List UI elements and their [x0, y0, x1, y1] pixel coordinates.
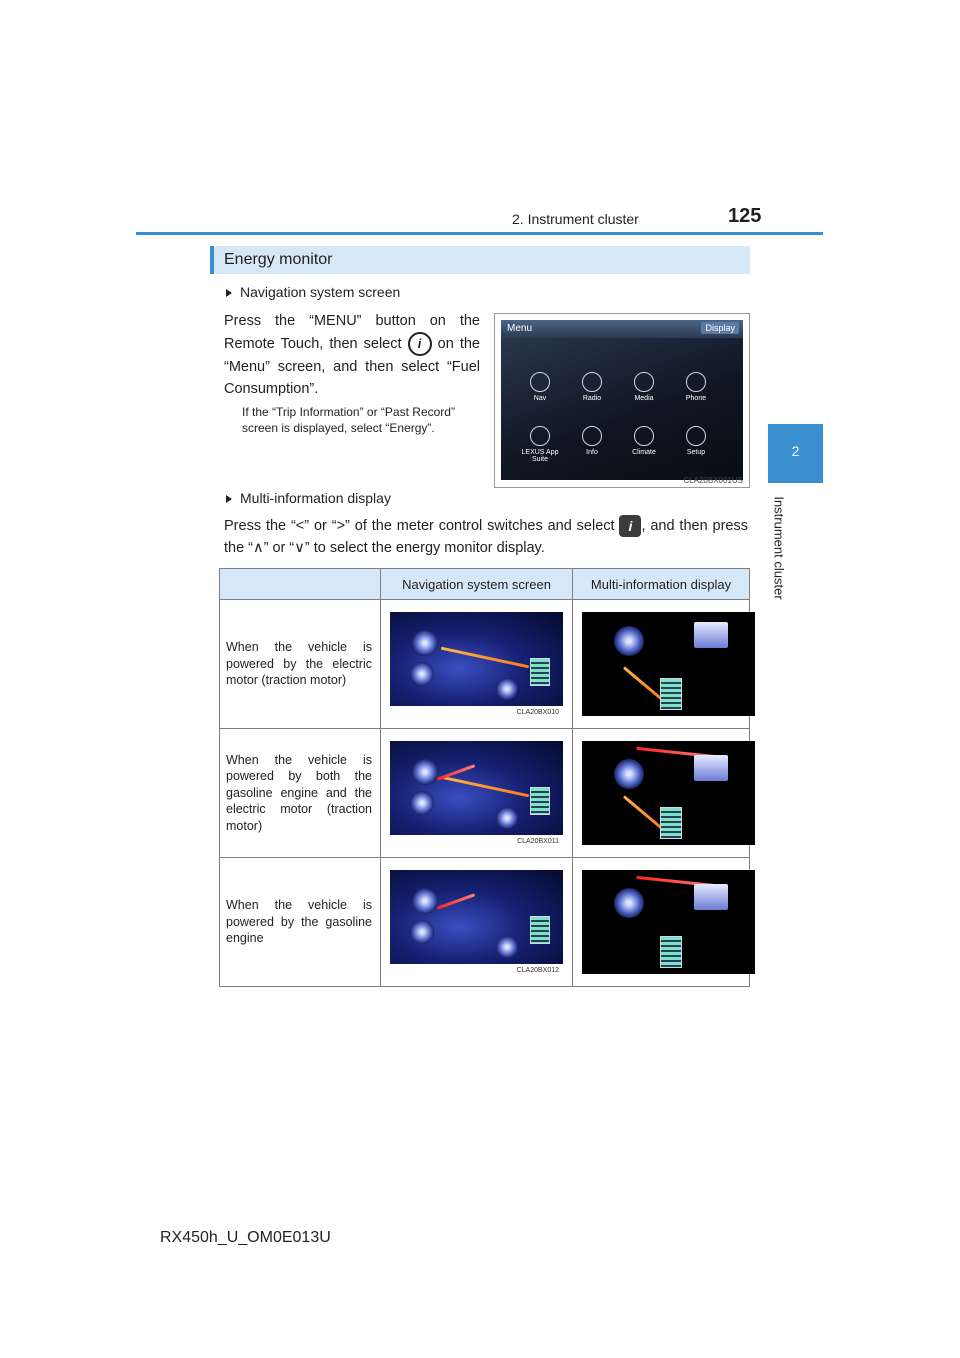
setup-icon: [686, 426, 706, 446]
image-code: CLA20BX012: [516, 967, 559, 974]
nav-screen-image: [381, 858, 573, 987]
menu-screenshot: [494, 313, 750, 488]
display-button: Display: [701, 322, 739, 334]
table-header-cell: [220, 569, 381, 600]
row-description: When the vehicle is powered by both the gasoline engine and the electric motor (traction motor): [220, 729, 381, 858]
bullet-arrow-icon: [226, 289, 232, 297]
chapter-tab-label-text: Instrument cluster: [771, 496, 787, 600]
table-header-cell: Multi-information display: [573, 569, 750, 600]
mid-instruction: [224, 515, 748, 559]
mid-instruction-part2: , and then press the “∧” or “∨” to select the energy monitor display.: [224, 518, 748, 557]
mid-instruction-part1: Press the “<” or “>” of the meter control switches and select: [224, 518, 615, 534]
table-row: [220, 858, 750, 987]
nav-note: If the “Trip Information” or “Past Record” screen is displayed, select “Energy”.: [242, 405, 455, 435]
image-code: CLA20BX011: [517, 838, 559, 845]
menu-item-setup: [671, 426, 721, 456]
chapter-tab: 2: [768, 424, 823, 483]
menu-item-media: [619, 372, 669, 402]
nav-screen-image: [381, 600, 573, 729]
nav-screen-image: [381, 729, 573, 858]
info-icon: [582, 426, 602, 446]
info-icon: i: [408, 332, 432, 356]
menu-bar: [501, 320, 743, 338]
multi-info-image: [573, 600, 750, 729]
bullet-text: Navigation system screen: [240, 284, 401, 300]
menu-item-nav: [515, 372, 565, 402]
menu-item-phone: [671, 372, 721, 402]
row-description: When the vehicle is powered by the electric motor (traction motor): [220, 600, 381, 729]
chapter-title: 2. Instrument cluster: [512, 211, 639, 227]
multi-info-image: [573, 729, 750, 858]
section-title: Energy monitor: [224, 251, 333, 268]
menu-item-app-suite: [515, 426, 565, 463]
page-number: 125: [728, 205, 762, 227]
menu-item-label: Radio: [582, 395, 602, 402]
music-note-icon: [634, 372, 654, 392]
menu-screen: [501, 320, 743, 480]
header-rule: [136, 232, 823, 235]
row-description: When the vehicle is powered by the gasoline engine: [220, 858, 381, 987]
image-code: CLA20BX001US: [683, 476, 743, 485]
menu-item-label: Nav: [533, 395, 547, 402]
bullet-navigation-screen: [226, 284, 400, 300]
radio-icon: [582, 372, 602, 392]
table-row: [220, 600, 750, 729]
nav-icon: [530, 372, 550, 392]
nav-instruction: [224, 310, 480, 400]
image-code: CLA20BX010: [516, 709, 559, 716]
bullet-multi-info: [226, 490, 391, 506]
energy-monitor-table: [219, 568, 750, 987]
nav-instruction-part2: on the “Menu” screen, and then select “Fuel Consumption”.: [224, 335, 480, 397]
table-row: [220, 729, 750, 858]
menu-item-info: [567, 426, 617, 456]
menu-title: Menu: [507, 323, 533, 334]
section-heading: [210, 246, 750, 274]
menu-item-label: Info: [586, 449, 598, 456]
lexus-logo-icon: [530, 426, 550, 446]
bullet-text: Multi-information display: [240, 490, 391, 506]
nav-instruction-part1: Press the “MENU” button on the Remote Touch, then select: [224, 313, 480, 352]
menu-item-label: LEXUS App Suite: [521, 449, 559, 463]
climate-icon: [634, 426, 654, 446]
menu-item-label: Setup: [686, 449, 706, 456]
multi-info-image: [573, 858, 750, 987]
info-i-icon: i: [619, 515, 641, 537]
menu-item-climate: [619, 426, 669, 456]
menu-item-label: Media: [634, 395, 654, 402]
table-header-row: [220, 569, 750, 600]
bullet-arrow-icon: [226, 495, 232, 503]
model-code: RX450h_U_OM0E013U: [160, 1229, 331, 1246]
chapter-tab-label: [768, 492, 790, 604]
menu-item-label: Climate: [632, 449, 656, 456]
table-header-cell: Navigation system screen: [381, 569, 573, 600]
menu-item-label: Phone: [685, 395, 707, 402]
phone-icon: [686, 372, 706, 392]
menu-item-radio: [567, 372, 617, 402]
